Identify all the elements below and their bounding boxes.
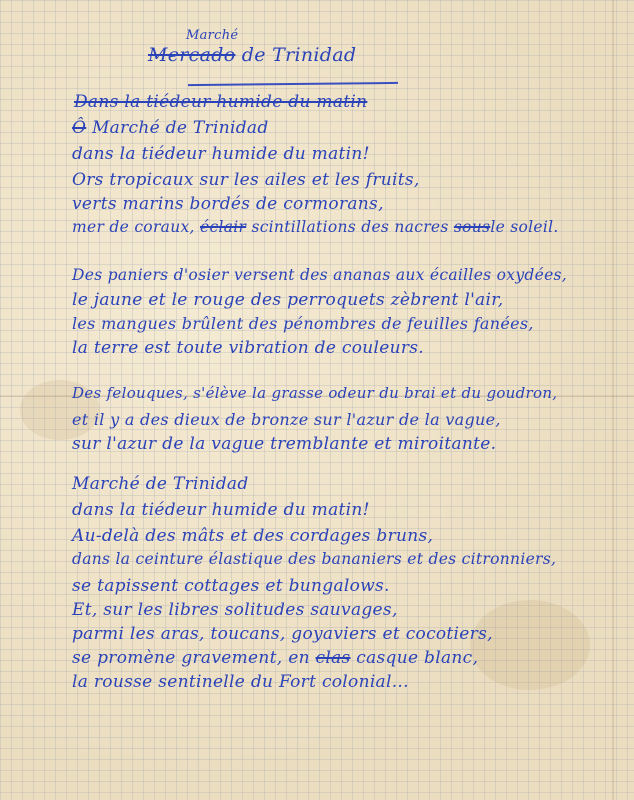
verse-line [72,648,478,668]
verse-line [72,118,269,138]
verse-text: casque blanc, [356,648,479,668]
struck-fragment: Ô [72,118,87,138]
verse-text: scintillations des nacres [251,218,449,236]
title-insertion: Marché [186,28,239,43]
verse-line: verts marins bordés de cormorans, [72,194,384,214]
title-struck-word: Mercado [148,44,236,66]
verse-line: Marché de Trinidad [72,474,249,494]
struck-fragment: sous [453,218,491,236]
verse-text: mer de coraux, [72,218,195,236]
verse-line: Des paniers d'osier versent des ananas aux écailles oxydées, [72,266,568,284]
verse-line: se tapissent cottages et bungalows. [72,576,390,596]
verse-text: le soleil. [490,218,559,236]
verse-text: Marché de Trinidad [91,118,269,138]
title-underline [188,82,398,86]
title-text: de Trinidad [241,44,357,66]
paper-stain [470,600,590,690]
verse-line: Et, sur les libres solitudes sauvages, [72,600,398,620]
verse-line: dans la ceinture élastique des bananiers et des citronniers, [72,550,557,568]
verse-line: parmi les aras, toucans, goyaviers et cocotiers, [72,624,493,644]
verse-line: la rousse sentinelle du Fort colonial... [72,672,409,692]
verse-text: se promène gravement, en [72,648,310,668]
verse-line: dans la tiédeur humide du matin! [72,144,370,164]
verse-line: les mangues brûlent des pénombres de feuilles fanées, [72,314,534,333]
verse-line: Ors tropicaux sur les ailes et les fruits, [72,170,420,190]
verse-line: Dans la tiédeur humide du matin [74,92,368,112]
struck-fragment: éclair [199,218,247,236]
paper-fold-vertical [612,0,614,800]
verse-line [72,218,559,236]
verse-line: sur l'azur de la vague tremblante et miroitante. [72,434,497,454]
manuscript-title [148,44,356,66]
verse-line: et il y a des dieux de bronze sur l'azur de la vague, [72,410,501,429]
struck-fragment: clas [315,648,351,668]
verse-line: dans la tiédeur humide du matin! [72,500,370,520]
verse-line: Au-delà des mâts et des cordages bruns, [72,526,434,546]
verse-line: le jaune et le rouge des perroquets zèbrent l'air, [72,290,504,310]
verse-line: la terre est toute vibration de couleurs. [72,338,425,358]
verse-line: Des felouques, s'élève la grasse odeur du brai et du goudron, [72,384,558,402]
